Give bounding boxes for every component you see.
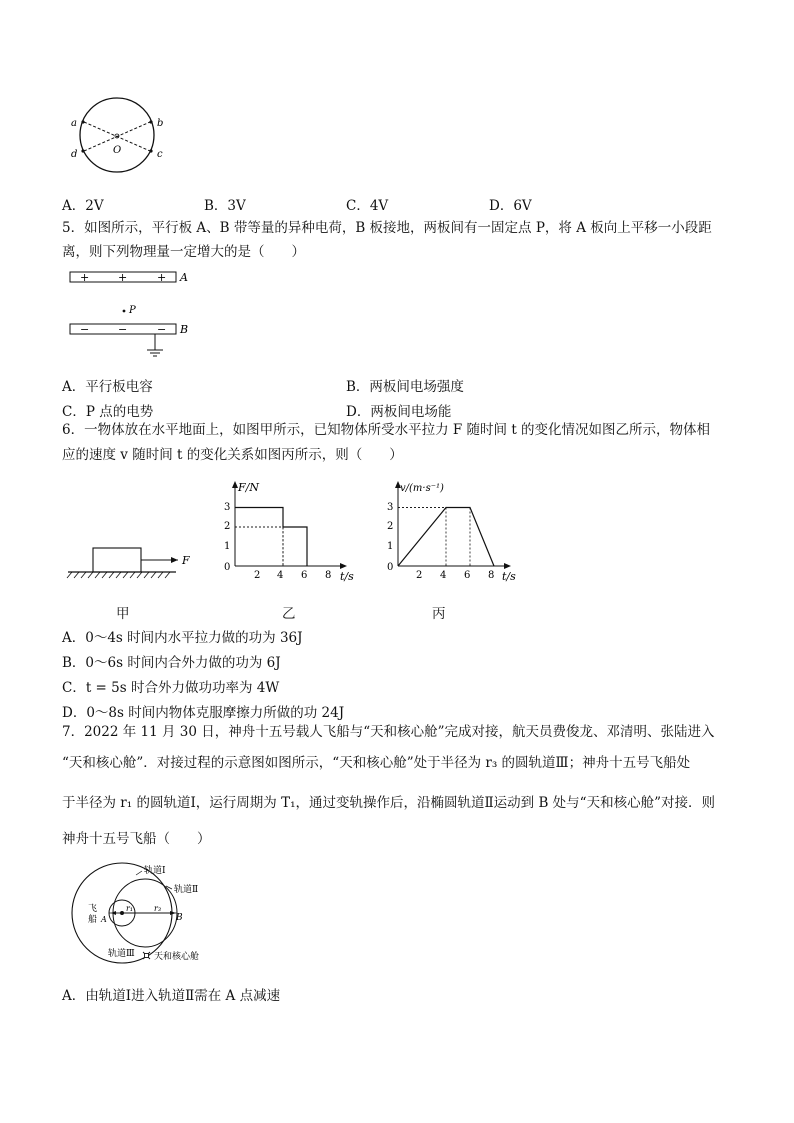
bing-ylabel: v/(m·s⁻¹) [400,483,444,494]
q5-stem-line2: 离，则下列物理量一定增大的是（ ） [62,244,305,260]
plate-a-plus-2: + [118,271,128,284]
yi-xtick-8: 8 [325,570,332,581]
bing-ytick-3: 3 [387,502,394,513]
plate-b-minus-3: − [157,323,167,336]
circle-figure [62,96,172,174]
plate-b-minus-1: − [80,323,90,336]
label-b: b [157,118,164,129]
point-p-label: P [129,305,136,316]
q7-stem-line4: 神舟十五号飞船（ ） [62,831,211,847]
space-station-icon [143,952,150,959]
ship-label-top: 飞 [88,904,98,914]
q5-option-b[interactable]: B．两板间电场强度 [346,379,464,395]
bing-xtick-6: 6 [464,570,471,581]
q6-option-b[interactable]: B．0～6s 时间内合外力做的功为 6J [62,655,281,671]
plate-b-minus-2: − [118,323,128,336]
parallel-plates-figure [62,266,202,366]
force-label: F [182,554,190,567]
yi-ytick-1: 1 [224,541,231,552]
q4-option-a[interactable]: A．2V [62,198,104,214]
plate-a-plus-3: + [157,271,167,284]
label-d: d [71,149,78,160]
q6-option-c[interactable]: C．t = 5s 时合外力做功功率为 4W [62,680,280,696]
q5-stem-line1: 5．如图所示，平行板 A、B 带等量的异种电荷，B 板接地，两板间有一固定点 P，将 A 板向上平移一小段距 [62,220,712,236]
bing-ytick-1: 1 [387,541,394,552]
q5-option-c[interactable]: C．P 点的电势 [62,404,154,420]
yi-ytick-2: 2 [224,521,231,532]
q4-option-b[interactable]: B．3V [204,198,246,214]
caption-yi: 乙 [282,606,296,622]
bing-ytick-2: 2 [387,521,394,532]
block-figure [66,538,196,584]
station-label: 天和核心舱 [154,952,200,962]
bing-xlabel: t/s [502,570,516,583]
q5-option-d[interactable]: D．两板间电场能 [346,404,452,420]
q6-stem-line1: 6．一物体放在水平地面上，如图甲所示，已知物体所受水平拉力 F 随时间 t 的变化情况如图乙所示，物体相 [62,422,711,438]
q5-option-a[interactable]: A．平行板电容 [62,379,153,395]
r3-label: r₃ [154,904,162,913]
r1-label: r₁ [126,904,134,913]
force-time-chart [214,478,354,586]
caption-bing: 丙 [432,606,446,622]
q4-option-c[interactable]: C．4V [346,198,389,214]
plate-a-label: A [180,271,188,284]
plate-b-label: B [180,323,189,336]
q4-option-d[interactable]: D．6V [489,198,532,214]
yi-xlabel: t/s [340,570,354,583]
caption-jia: 甲 [116,606,130,622]
yi-xtick-2: 2 [254,570,261,581]
orbit2-label: 轨道Ⅱ [174,885,199,895]
orbit3-label: 轨道Ⅲ [108,949,135,959]
q6-option-a[interactable]: A．0～4s 时间内水平拉力做的功为 36J [62,630,303,646]
orbit1-label: 轨道Ⅰ [144,866,166,876]
yi-origin: 0 [224,562,231,573]
q7-stem-line1: 7．2022 年 11 月 30 日，神舟十五号载人飞船与“天和核心舱”完成对接，航天员费俊龙、邓清明、张陆进入 [62,724,715,740]
yi-xtick-6: 6 [301,570,308,581]
q7-option-a[interactable]: A．由轨道Ⅰ进入轨道Ⅱ需在 A 点减速 [62,988,281,1004]
plate-a-plus-1: + [80,271,90,284]
ship-label-bottom: 船 [88,915,98,925]
label-a: a [71,118,77,129]
yi-xtick-4: 4 [277,570,284,581]
force-series-line [235,508,307,567]
point-a-label: A [101,915,107,924]
bing-xtick-8: 8 [488,570,495,581]
bing-origin: 0 [387,562,394,573]
q6-stem-line2: 应的速度 v 随时间 t 的变化关系如图丙所示，则（ ） [62,447,403,463]
yi-ylabel: F/N [238,481,259,494]
bing-xtick-4: 4 [440,570,447,581]
bing-xtick-2: 2 [416,570,423,581]
orbit-figure [66,856,236,974]
label-c: c [157,149,163,160]
velocity-time-chart [384,478,524,586]
q7-stem-line2: “天和核心舱”．对接过程的示意图如图所示，“天和核心舱”处于半径为 r₃ 的圆轨道Ⅲ；神舟十五号飞船处 [62,755,691,771]
q6-option-d[interactable]: D．0～8s 时间内物体克服摩擦力所做的功 24J [62,705,345,721]
point-b-label: B [176,913,183,923]
label-o: O [113,145,122,156]
q7-stem-line3: 于半径为 r₁ 的圆轨道Ⅰ，运行周期为 T₁，通过变轨操作后，沿椭圆轨道Ⅱ运动到 B 处与“天和核心舱”对接．则 [62,795,715,811]
yi-ytick-3: 3 [224,502,231,513]
